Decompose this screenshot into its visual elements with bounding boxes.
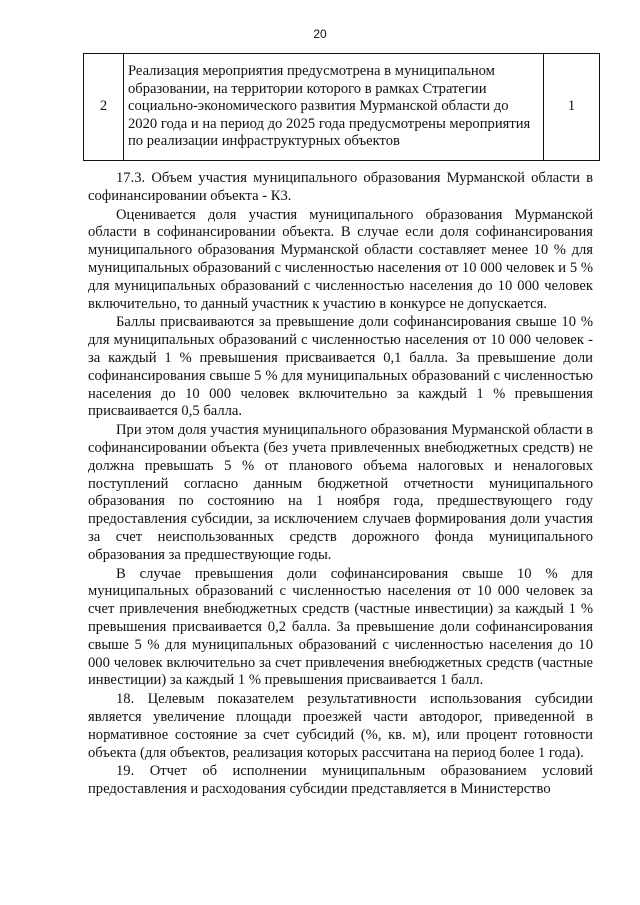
paragraph-17-3: 17.3. Объем участия муниципального образования Мурманской области в софинансировании объекта - К3. bbox=[88, 170, 593, 204]
paragraph-extrabudgetary: В случае превышения доли софинансирования свыше 10 % для муниципальных образований с численностью населения от 10 000 человек за счет привлечения внебюджетных средств (частные инвестиции) за каждый 1 % превышения присваивается 0,2 балла. За превышение доли софинансирования свыше 5 % для муниципальных образований с численностью населения до 10 000 человек включительно за счет привлечения внебюджетных средств (частные инвестиции) за каждый 1 % превышения присваивается 1 балл. bbox=[88, 565, 593, 689]
document-body bbox=[88, 170, 593, 799]
page-number: 20 bbox=[313, 27, 327, 41]
paragraph-share-limit: При этом доля участия муниципального образования Мурманской области в софинансировании объекта (без учета привлеченных внебюджетных средств) не должна превышать 5 % от планового объема налоговых и неналоговых поступлений согласно данным бюджетной отчетности муниципального образования по состоянию на 1 ноября года, предшествующего году предоставления субсидии, за исключением случаев формирования доли участия за счет неиспользованных средств дорожного фонда муниципального образования за предшествующие годы. bbox=[88, 422, 593, 563]
paragraph-share-assessment: Оценивается доля участия муниципального образования Мурманской области в софинансировании объекта. В случае если доля софинансирования муниципального образования Мурманской области составляет менее 10 % для муниципальных образований с численностью населения от 10 000 человек и 5 % для муниципальных образований с численностью населения до 10 000 человек включительно, то данный участник к участию в конкурсе не допускается. bbox=[88, 206, 593, 312]
paragraph-points-awarding: Баллы присваиваются за превышение доли софинансирования свыше 10 % для муниципальных образований с численностью населения от 10 000 человек - за каждый 1 % превышения присваивается 0,1 балла. За превышение доли софинансирования свыше 5 % для муниципальных образований с численностью населения до 10 000 человек включительно за каждый 1 % превышения присваивается 0,5 балла. bbox=[88, 314, 593, 420]
table-cell-description: Реализация мероприятия предусмотрена в муниципальном образовании, на территории которого в рамках Стратегии социально-экономического развития Мурманской области до 2020 года и на период до 2025 года предусмотрены мероприятия по реализации инфраструктурных объектов bbox=[124, 54, 544, 161]
criteria-table bbox=[83, 53, 600, 161]
table-cell-row-number: 2 bbox=[84, 54, 124, 161]
paragraph-19: 19. Отчет об исполнении муниципальным образованием условий предоставления и расходования субсидии представляется в Министерство bbox=[88, 763, 593, 798]
table-row bbox=[84, 54, 600, 161]
paragraph-18: 18. Целевым показателем результативности использования субсидии является увеличение площади проезжей части автодорог, приведенной в нормативное состояние за счет субсидий (%, кв. м), или процент готовности объекта (для объектов, реализация которых рассчитана на период более 1 года). bbox=[88, 691, 593, 761]
table-cell-score: 1 bbox=[544, 54, 600, 161]
